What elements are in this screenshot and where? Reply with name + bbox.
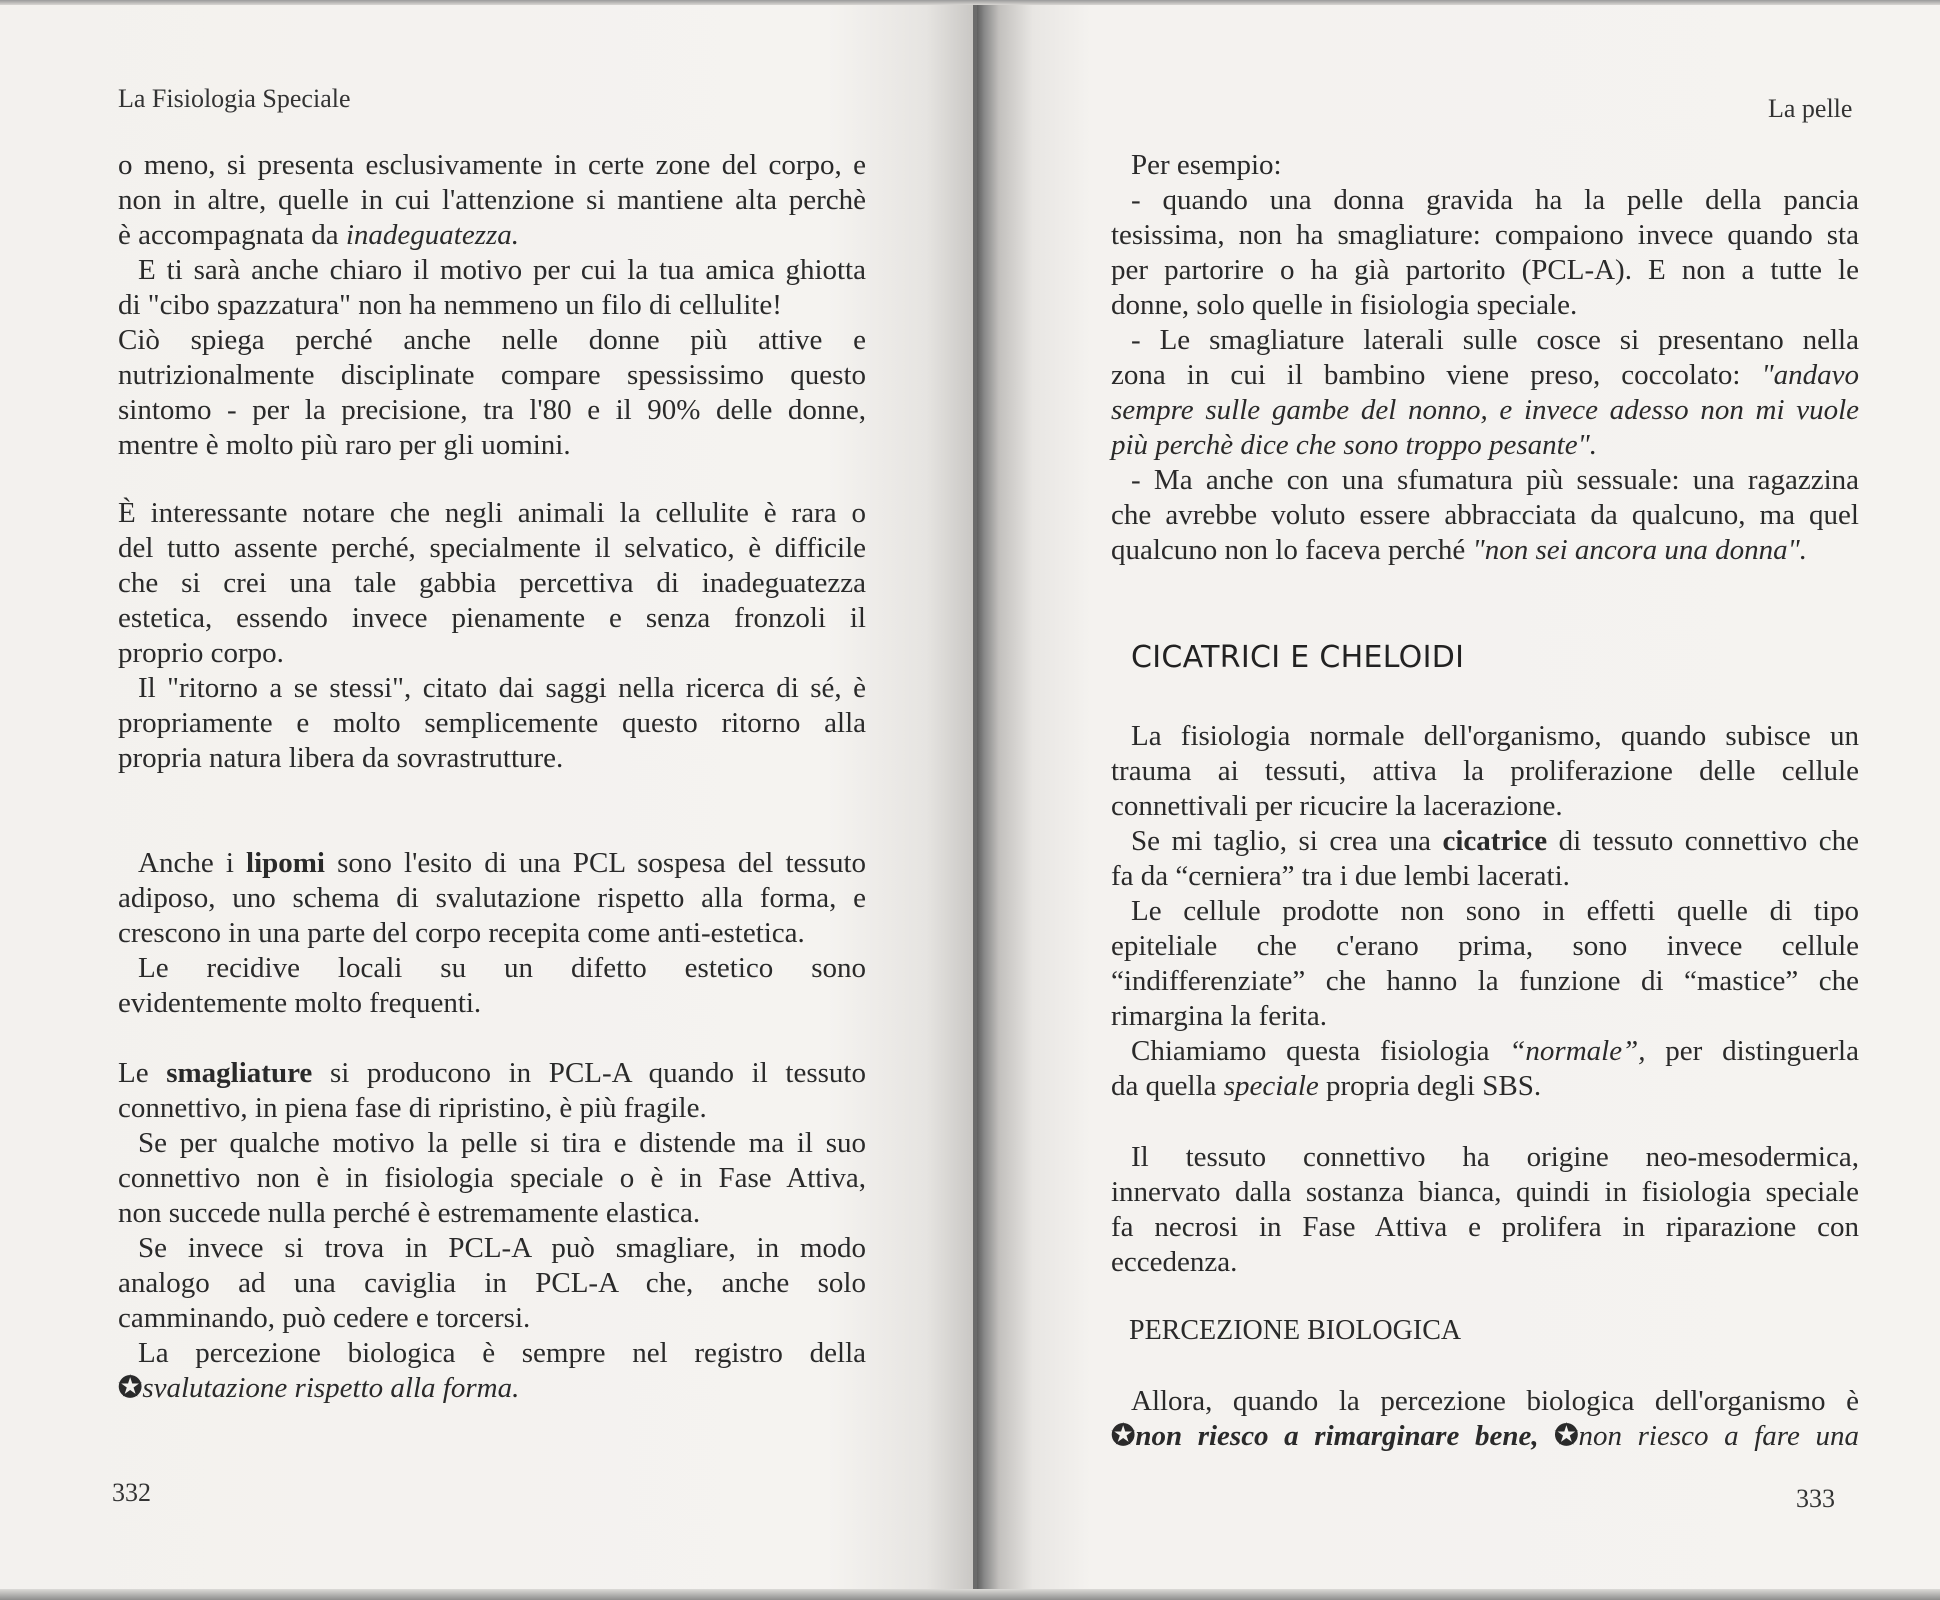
text-line: connettivo, in piena fase di ripristino, è più fragile. [118,1092,707,1124]
right-paragraph-4 [1111,1384,1859,1454]
text-line: sempre sulle gambe del nonno, e invece adesso non mi vuole [1111,394,1859,426]
right-paragraph-1 [1111,148,1859,568]
section-heading: CICATRICI E CHELOIDI [1131,640,1465,675]
bottom-edge [0,1589,1940,1600]
text-line: ✪svalutazione rispetto alla forma. [118,1372,520,1404]
text-line: Le cellule prodotte non sono in effetti quelle di tipo [1131,895,1859,927]
text-line: che si crei una tale gabbia percettiva di inadeguatezza [118,567,866,599]
text-line: ✪non riesco a rimarginare bene, ✪non riesco a fare una [1111,1420,1860,1452]
text-line: innervato dalla sostanza bianca, quindi in fisiologia speciale [1111,1176,1859,1208]
book-gutter [973,0,977,1600]
text-line: connettivali per ricucire la lacerazione. [1111,790,1563,822]
text-line: da quella speciale propria degli SBS. [1111,1070,1542,1102]
text-line: analogo ad una caviglia in PCL-A che, anche solo [118,1267,866,1299]
top-edge [0,0,1940,5]
text-line: Le smagliature si producono in PCL-A quando il tessuto [118,1057,866,1089]
text-line: La percezione biologica è sempre nel registro della [138,1337,866,1369]
star-icon: ✪ [118,1372,143,1404]
text-line: tesissima, non ha smagliature: compaiono invece quando sta [1111,219,1859,251]
text-line: E ti sarà anche chiaro il motivo per cui la tua amica ghiotta [138,254,866,286]
text-line: epiteliale che c'erano prima, sono invece cellule [1111,930,1859,962]
text-line: eccedenza. [1111,1246,1238,1278]
text-line: non in altre, quelle in cui l'attenzione si mantiene alta perchè [118,184,866,216]
right-paragraph-3 [1111,1140,1859,1280]
text-line: camminando, può cedere e torcersi. [118,1302,531,1334]
text-line: evidentemente molto frequenti. [118,987,482,1019]
text-line: Se per qualche motivo la pelle si tira e distende ma il suo [138,1127,866,1159]
star-icon: ✪ [1554,1420,1579,1452]
text-line: nutrizionalmente disciplinate compare spessissimo questo [118,359,866,391]
text-line: Se mi taglio, si crea una cicatrice di tessuto connettivo che [1131,825,1859,857]
text-line: - quando una donna gravida ha la pelle della pancia [1131,184,1859,216]
text-line: Le recidive locali su un difetto estetico sono [138,952,866,984]
text-line: rimargina la ferita. [1111,1000,1328,1032]
text-line: trauma ai tessuti, attiva la proliferazione delle cellule [1111,755,1859,787]
text-line: sintomo - per la precisione, tra l'80 e il 90% delle donne, [118,394,866,426]
text-line: Per esempio: [1131,149,1282,181]
text-line: più perchè dice che sono troppo pesante". [1111,429,1597,461]
text-line: donne, solo quelle in fisiologia speciale. [1111,289,1578,321]
right-page-number: 333 [1796,1484,1835,1513]
text-line: Ciò spiega perché anche nelle donne più attive e [118,324,866,356]
text-line: Il tessuto connettivo ha origine neo-mesodermica, [1131,1141,1859,1173]
text-line: fa da “cerniera” tra i due lembi lacerati. [1111,860,1570,892]
left-paragraph-3 [118,846,866,1021]
text-line: Allora, quando la percezione biologica dell'organismo è [1131,1385,1859,1417]
text-line: per partorire o ha già partorito (PCL-A). E non a tutte le [1111,254,1859,286]
text-line: “indifferenziate” che hanno la funzione di “mastice” che [1111,965,1859,997]
left-paragraph-4 [118,1056,866,1406]
text-line: propriamente e molto semplicemente questo ritorno alla [118,707,866,739]
text-line: - Ma anche con una sfumatura più sessuale: una ragazzina [1131,464,1859,496]
text-line: proprio corpo. [118,637,284,669]
text-line: Anche i lipomi sono l'esito di una PCL sospesa del tessuto [138,847,866,879]
text-line: connettivo non è in fisiologia speciale o è in Fase Attiva, [118,1162,866,1194]
text-line: è accompagnata da inadeguatezza. [118,219,520,251]
left-paragraph-2 [118,496,866,776]
text-line: fa necrosi in Fase Attiva e prolifera in riparazione con [1111,1211,1859,1243]
text-line: non succede nulla perché è estremamente elastica. [118,1197,701,1229]
left-page-number: 332 [112,1478,151,1507]
right-running-head: La pelle [1768,94,1853,123]
text-line: estetica, essendo invece pienamente e senza fronzoli il [118,602,866,634]
left-paragraph-1 [118,148,866,463]
text-line: o meno, si presenta esclusivamente in certe zone del corpo, e [118,149,866,181]
text-line: Se invece si trova in PCL-A può smagliare, in modo [138,1232,866,1264]
text-line: zona in cui il bambino viene preso, coccolato: "andavo [1111,359,1859,391]
left-running-head: La Fisiologia Speciale [118,84,351,113]
text-line: di "cibo spazzatura" non ha nemmeno un filo di cellulite! [118,289,782,321]
subsection-heading: PERCEZIONE BIOLOGICA [1129,1315,1462,1346]
text-line: È interessante notare che negli animali la cellulite è rara o [118,497,866,529]
text-line: Il "ritorno a se stessi", citato dai saggi nella ricerca di sé, è [138,672,866,704]
text-line: La fisiologia normale dell'organismo, quando subisce un [1131,720,1859,752]
right-paragraph-2 [1111,719,1859,1104]
star-icon: ✪ [1111,1420,1136,1452]
text-line: che avrebbe voluto essere abbracciata da qualcuno, ma quel [1111,499,1859,531]
text-line: adiposo, uno schema di svalutazione rispetto alla forma, e [118,882,866,914]
text-line: propria natura libera da sovrastrutture. [118,742,564,774]
text-line: qualcuno non lo faceva perché "non sei ancora una donna". [1111,534,1808,566]
text-line: Chiamiamo questa fisiologia “normale”, per distinguerla [1131,1035,1859,1067]
text-line: - Le smagliature laterali sulle cosce si presentano nella [1131,324,1859,356]
text-line: del tutto assente perché, specialmente il selvatico, è difficile [118,532,866,564]
text-line: crescono in una parte del corpo recepita come anti-estetica. [118,917,805,949]
text-line: mentre è molto più raro per gli uomini. [118,429,571,461]
